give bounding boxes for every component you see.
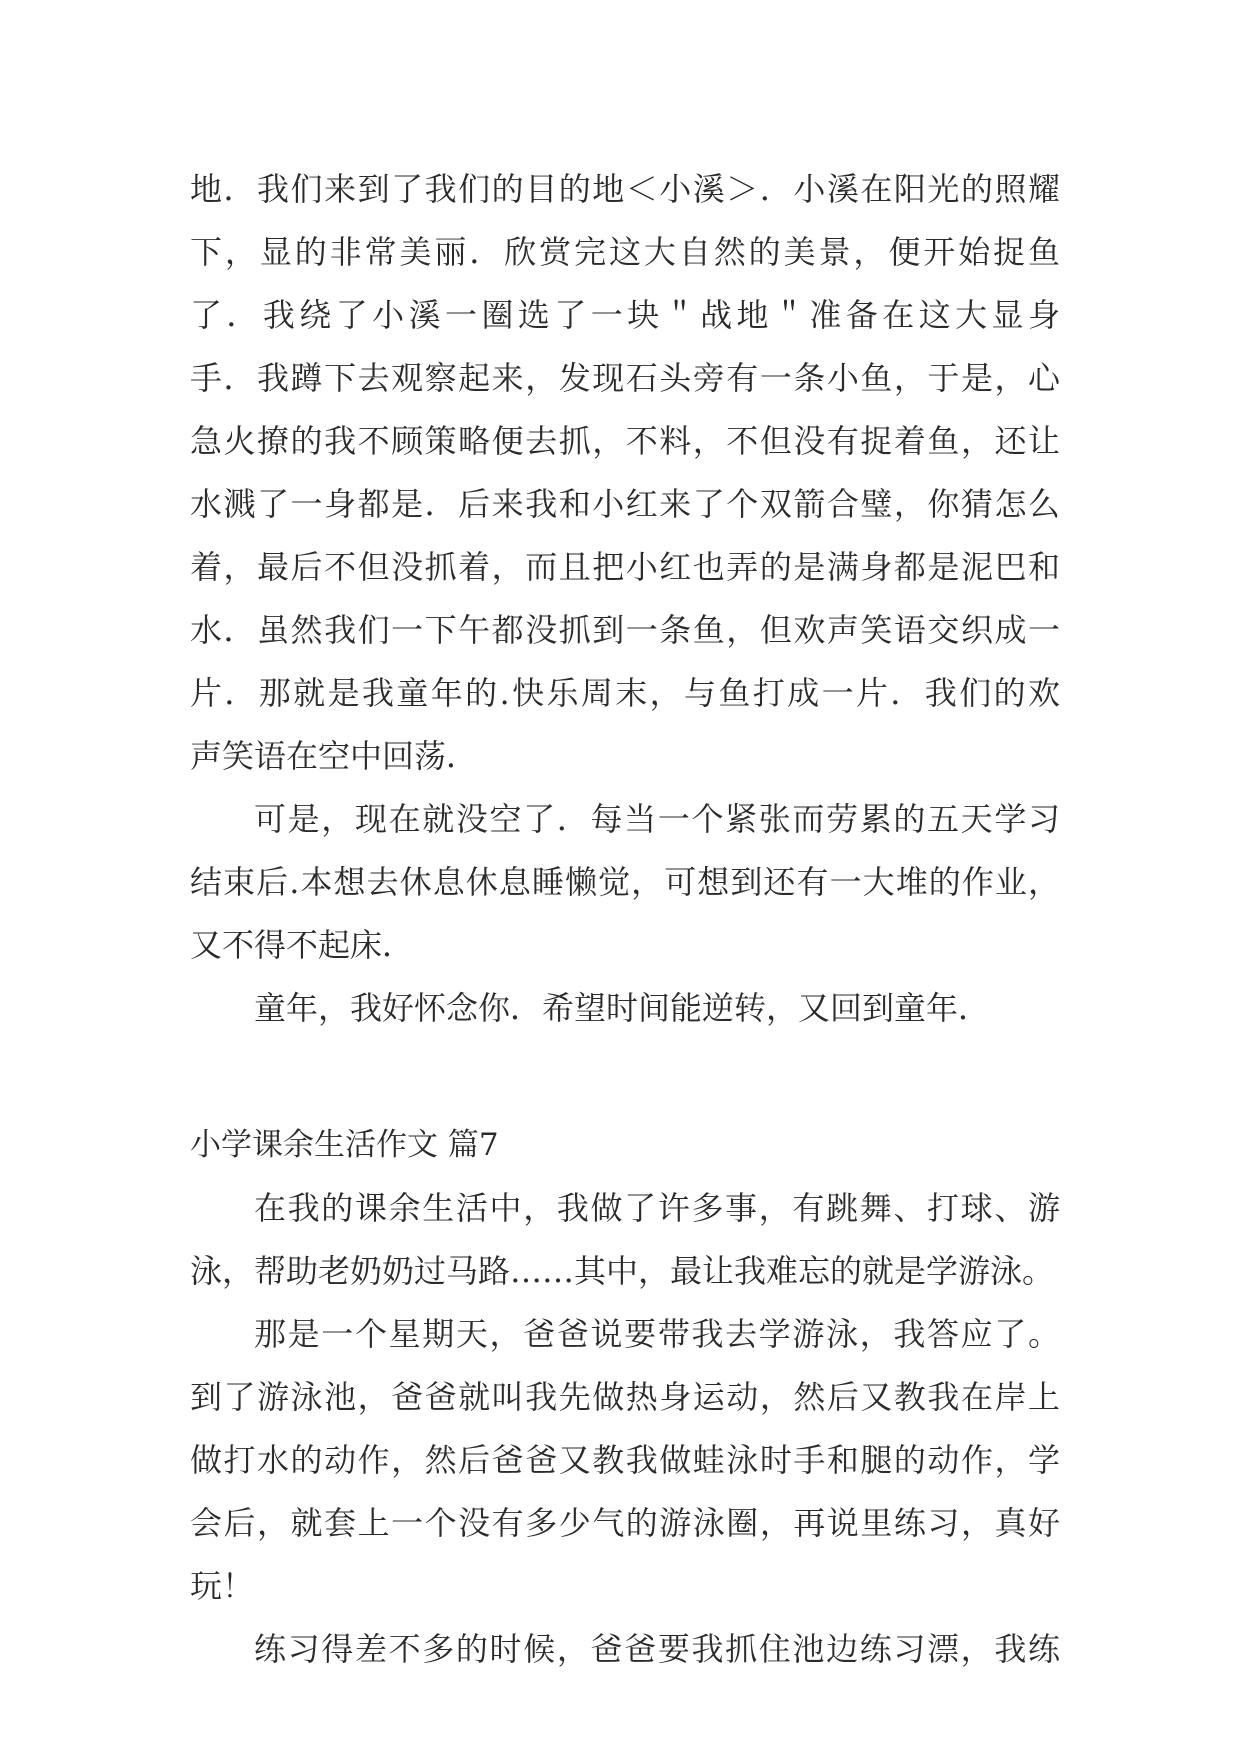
text-line: 在我的课余生活中，我做了许多事，有跳舞、打球、游 xyxy=(254,1189,1060,1227)
text-line: 片．那就是我童年的.快乐周末，与鱼打成一片．我们的欢 xyxy=(190,674,1060,712)
text-line: 声笑语在空中回荡． xyxy=(190,737,479,775)
paragraph-no-time-now xyxy=(190,788,1060,977)
text-line: 练习得差不多的时候，爸爸要我抓住池边练习漂，我练 xyxy=(254,1630,1060,1668)
text-line: 会后，就套上一个没有多少气的游泳圈，再说里练习，真好 xyxy=(190,1504,1060,1542)
paragraph-swimming-lesson xyxy=(190,1303,1060,1618)
text-line: 着，最后不但没抓着，而且把小红也弄的是满身都是泥巴和 xyxy=(190,548,1060,586)
text-line: 做打水的动作，然后爸爸又教我做蛙泳时手和腿的动作，学 xyxy=(190,1441,1060,1479)
text-line: 地．我们来到了我们的目的地＜小溪＞．小溪在阳光的照耀 xyxy=(190,170,1060,208)
text-line: 结束后.本想去休息休息睡懒觉，可想到还有一大堆的作业， xyxy=(190,863,1060,901)
text-line: 那是一个星期天，爸爸说要带我去学游泳，我答应了。 xyxy=(254,1315,1060,1353)
text-line: 到了游泳池，爸爸就叫我先做热身运动，然后又教我在岸上 xyxy=(190,1378,1060,1416)
text-line: 水．虽然我们一下午都没抓到一条鱼，但欢声笑语交织成一 xyxy=(190,611,1060,649)
section-heading: 小学课余生活作文 篇7 xyxy=(190,1127,499,1163)
paragraph-fishing-story xyxy=(190,158,1060,788)
text-line: 童年，我好怀念你．希望时间能逆转，又回到童年． xyxy=(254,989,991,1027)
text-line: 手．我蹲下去观察起来，发现石头旁有一条小鱼，于是，心 xyxy=(190,359,1060,397)
text-line: 水溅了一身都是．后来我和小红来了个双箭合璧，你猜怎么 xyxy=(190,485,1060,523)
text-line: 了．我绕了小溪一圈选了一块＂战地＂准备在这大显身 xyxy=(190,296,1060,334)
paragraph-practice-floating xyxy=(190,1618,1060,1681)
text-line: 下，显的非常美丽．欣赏完这大自然的美景，便开始捉鱼 xyxy=(190,233,1060,271)
text-line: 泳，帮助老奶奶过马路……其中，最让我难忘的就是学游泳。 xyxy=(190,1252,1055,1290)
text-line: 可是，现在就没空了．每当一个紧张而劳累的五天学习 xyxy=(254,800,1060,838)
document-body xyxy=(190,158,1060,1681)
section-spacer xyxy=(190,1040,1060,1114)
text-line: 又不得不起床． xyxy=(190,926,415,964)
text-line: 玩！ xyxy=(190,1567,255,1605)
paragraph-after-school-activities xyxy=(190,1177,1060,1303)
paragraph-miss-childhood xyxy=(190,977,1060,1040)
text-line: 急火撩的我不顾策略便去抓，不料，不但没有捉着鱼，还让 xyxy=(190,422,1060,460)
